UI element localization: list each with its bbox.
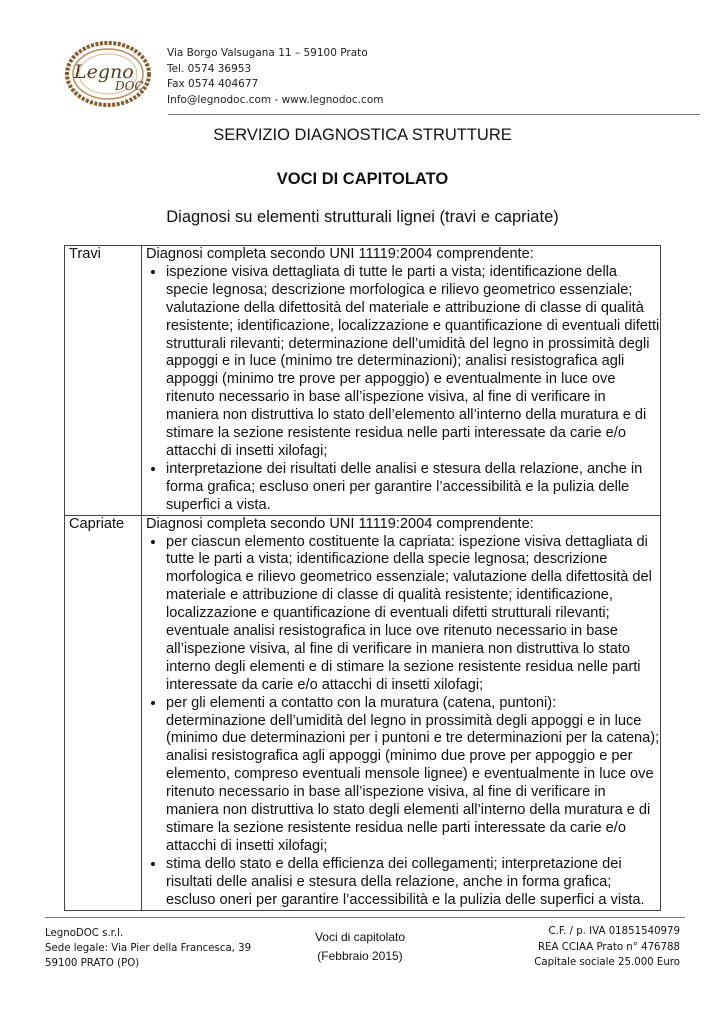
footer-address: Sede legale: Via Pier della Francesca, 39 bbox=[45, 943, 252, 954]
row-content bbox=[142, 515, 661, 910]
fax-line: Fax 0574 404677 bbox=[167, 78, 259, 90]
footer-capital: Capitale sociale 25.000 Euro bbox=[534, 957, 680, 968]
bullet-list bbox=[146, 534, 660, 910]
letterhead bbox=[64, 40, 664, 116]
list-item: • interpretazione dei risultati delle analisi e stesura della relazione, anche in forma grafica; escluso oneri per garantire l’accessibilità e la pulizia delle superfici a vista. bbox=[166, 461, 660, 515]
footer-vat: C.F. / p. IVA 01851540979 bbox=[548, 926, 680, 937]
row-label: Capriate bbox=[65, 515, 142, 910]
document-subtitle: Diagnosi su elementi strutturali lignei (travi e capriate) bbox=[166, 208, 559, 226]
service-title: SERVIZIO DIAGNOSTICA STRUTTURE bbox=[213, 126, 512, 144]
table-row-capriate bbox=[65, 515, 661, 910]
footer-company bbox=[45, 926, 251, 971]
address-line: Via Borgo Valsugana 11 – 59100 Prato bbox=[167, 47, 368, 59]
list-item: • per gli elementi a contatto con la muratura (catena, puntoni): determinazione dell’umidità del legno in prossimità degli appoggi e in luce (minimo due determinazioni per i puntoni e tre determinazioni per la catena); analisi resistografica agli appoggi (minimo due prove per appoggio e per elemento, compreso eventuali mensole lignee) e eventualmente in luce ove ritenuto necessario in base all’ispezione visiva, al fine di verificare in maniera non distruttiva lo stato degli elementi all’interno della muratura e di stimare la sezione resistente residua nelle parti interessate da carie e/o attacchi di insetti xilofagi; bbox=[166, 695, 660, 856]
logo-text-doc: DOC bbox=[115, 79, 144, 93]
contact-line: Info@legnodoc.com - www.legnodoc.com bbox=[167, 93, 384, 106]
footer-rea: REA CCIAA Prato n° 476788 bbox=[538, 941, 680, 953]
footer-divider bbox=[45, 917, 685, 918]
specification-table bbox=[64, 245, 661, 911]
header-divider bbox=[168, 114, 700, 115]
bullet-list bbox=[146, 264, 660, 515]
table-row-travi bbox=[65, 246, 661, 516]
row-content bbox=[142, 246, 661, 516]
footer-city: 59100 PRATO (PO) bbox=[45, 958, 140, 969]
logo-text-legno: Legno bbox=[74, 61, 134, 83]
list-item: • ispezione visiva dettagliata di tutte le parti a vista; identificazione della specie legnosa; descrizione morfologica e rilievo geometrico essenziale; valutazione della difettosità del materiale e attribuzione di classe di qualità resistente; identificazione, localizzazione e quantificazione di eventuali difetti strutturali rilevanti; determinazione dell’umidità del legno in prossimità degli appoggi e in luce (minimo tre determinazioni); analisi resistografica agli appoggi (minimo tre prove per appoggio) e eventualmente in luce ove ritenuto necessario in base all’ispezione visiva, al fine di verificare in maniera non distruttiva lo stato dell’elemento all’interno della muratura e di stimare la sezione resistente residua nelle parti interessate da carie e/o attacchi di insetti xilofagi; bbox=[166, 264, 660, 461]
list-item: • stima dello stato e della efficienza dei collegamenti; interpretazione dei risultati delle analisi e stesura della relazione, anche in forma grafica; escluso oneri per garantire l’accessibilità e la pulizia delle superfici a vista. bbox=[166, 856, 660, 910]
list-item: • per ciascun elemento costituente la capriata: ispezione visiva dettagliata di tutte le parti a vista; identificazione della specie legnosa; descrizione morfologica e rilievo geometrico essenziale; valutazione della difettosità del materiale e attribuzione di classe di qualità resistente; identificazione, localizzazione e quantificazione di eventuali difetti strutturali rilevanti; eventuale analisi resistografica in luce ove ritenuto necessario in base all’ispezione visiva, al fine di verificare in maniera non distruttiva lo stato interno degli elementi e di stimare la sezione resistente residua nelle parti interessate da carie e/o attacchi di insetti xilofagi; bbox=[166, 534, 660, 695]
legnodoc-logo bbox=[64, 40, 152, 108]
footer-document-info bbox=[290, 928, 430, 965]
footer-doc-date: (Febbraio 2015) bbox=[317, 948, 403, 963]
footer-doc-title: Voci di capitolato bbox=[314, 930, 406, 944]
phone-line: Tel. 0574 36953 bbox=[167, 62, 252, 75]
row-intro: Diagnosi completa secondo UNI 11119:2004 comprendente: bbox=[146, 515, 534, 532]
document-title: VOCI DI CAPITOLATO bbox=[276, 170, 449, 188]
company-address bbox=[167, 46, 383, 108]
footer-registration bbox=[534, 924, 680, 971]
footer-company-name: LegnoDOC s.r.l. bbox=[45, 928, 124, 939]
row-label: Travi bbox=[65, 246, 142, 516]
row-intro: Diagnosi completa secondo UNI 11119:2004 comprendente: bbox=[146, 246, 534, 262]
